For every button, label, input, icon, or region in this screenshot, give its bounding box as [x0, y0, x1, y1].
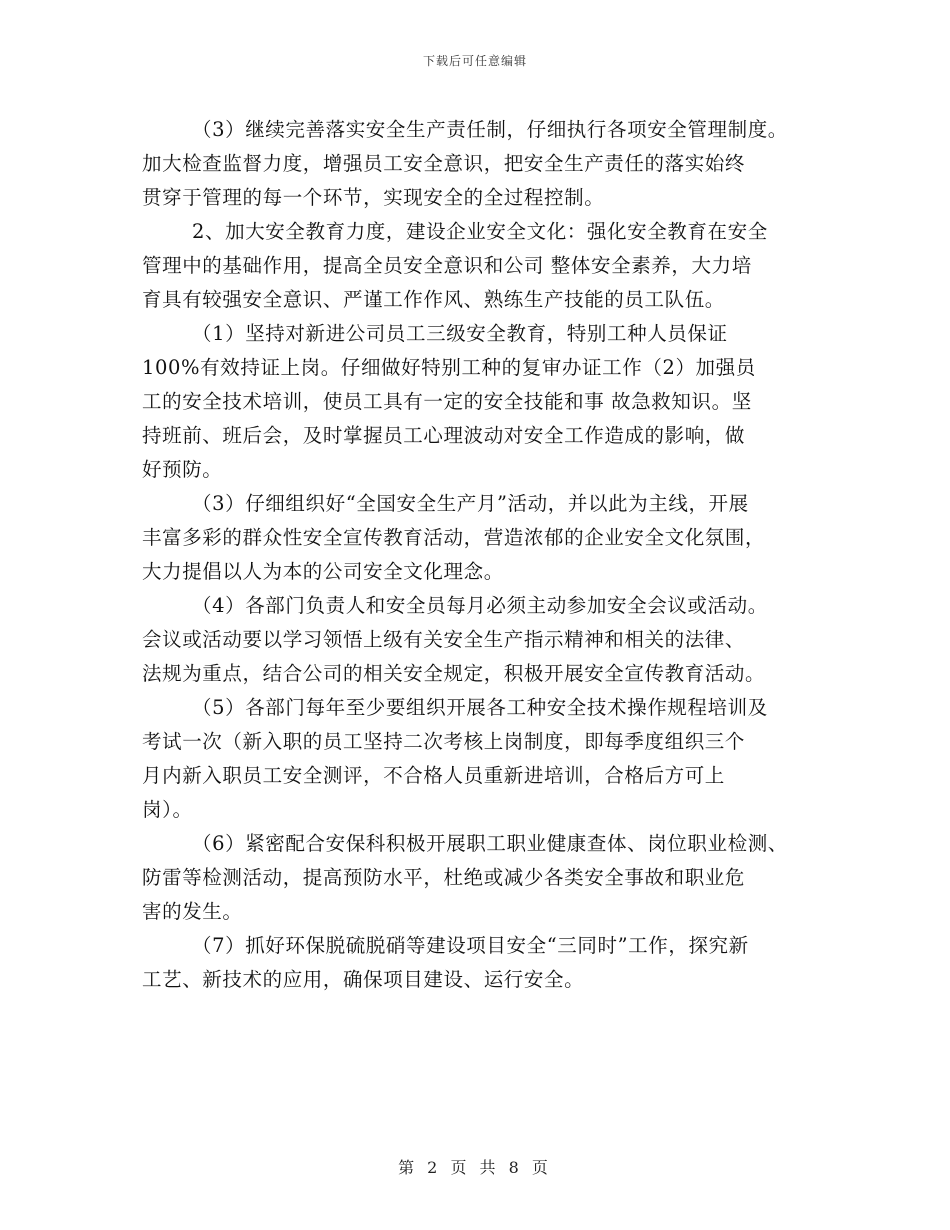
text-line: 100%有效持证上岗。仔细做好特别工种的复审办证工作（2）加强员 [142, 356, 756, 379]
text-line: （7）抓好环保脱硫脱硝等建设项目安全“三同时”工作，探究新 [192, 934, 749, 957]
text-line: 害的发生。 [142, 900, 243, 923]
text-line: 持班前、班后会，及时掌握员工心理波动对安全工作造成的影响，做 [142, 424, 746, 447]
text-line: 贯穿于管理的每一个环节，实现安全的全过程控制。 [142, 186, 605, 209]
text-line: （1）坚持对新进公司员工三级安全教育，特别工种人员保证 [192, 322, 728, 345]
text-line: （6）紧密配合安保科积极开展职工职业健康查体、岗位职业检测、 [192, 832, 788, 855]
text-line: （3）仔细组织好“全国安全生产月”活动，并以此为主线，开展 [192, 492, 749, 515]
text-line: 法规为重点，结合公司的相关安全规定，积极开展安全宣传教育活动。 [142, 662, 766, 685]
text-line: 丰富多彩的群众性安全宣传教育活动，营造浓郁的企业安全文化氛围， [142, 526, 766, 549]
text-line: （4）各部门负责人和安全员每月必须主动参加安全会议或活动。 [192, 594, 768, 617]
text-line: 考试一次（新入职的员工坚持二次考核上岗制度，即每季度组织三个 [142, 730, 746, 753]
document-body [142, 113, 814, 997]
text-line: 好预防。 [142, 458, 223, 481]
text-line: 会议或活动要以学习领悟上级有关安全生产指示精神和相关的法律、 [142, 628, 746, 651]
text-line: 月内新入职员工安全测评，不合格人员重新进培训，合格后方可上 [142, 764, 725, 787]
text-line: 管理中的基础作用，提高全员安全意识和公司 整体安全素养，大力培 [142, 254, 752, 277]
text-line: 防雷等检测活动，提高预防水平，杜绝或减少各类安全事故和职业危 [142, 866, 746, 889]
text-line: 工的安全技术培训，使员工具有一定的安全技能和事 故急救知识。坚 [142, 390, 752, 413]
page-footer: 第 2 页 共 8 页 [398, 1158, 552, 1177]
text-line: 岗）。 [142, 798, 193, 821]
text-line: （5）各部门每年至少要组织开展各工种安全技术操作规程培训及 [192, 696, 768, 719]
text-line: （3）继续完善落实安全生产责任制，仔细执行各项安全管理制度。 [192, 118, 788, 141]
text-line: 大力提倡以人为本的公司安全文化理念。 [142, 560, 504, 583]
text-line: 工艺、新技术的应用，确保项目建设、运行安全。 [142, 968, 585, 991]
page-header: 下载后可任意编辑 [422, 54, 527, 68]
text-line: 2、加大安全教育力度，建设企业安全文化：强化安全教育在安全 [192, 220, 768, 243]
text-line: 加大检查监督力度，增强员工安全意识，把安全生产责任的落实始终 [142, 152, 746, 175]
text-line: 育具有较强安全意识、严谨工作作风、熟练生产技能的员工队伍。 [142, 288, 725, 311]
